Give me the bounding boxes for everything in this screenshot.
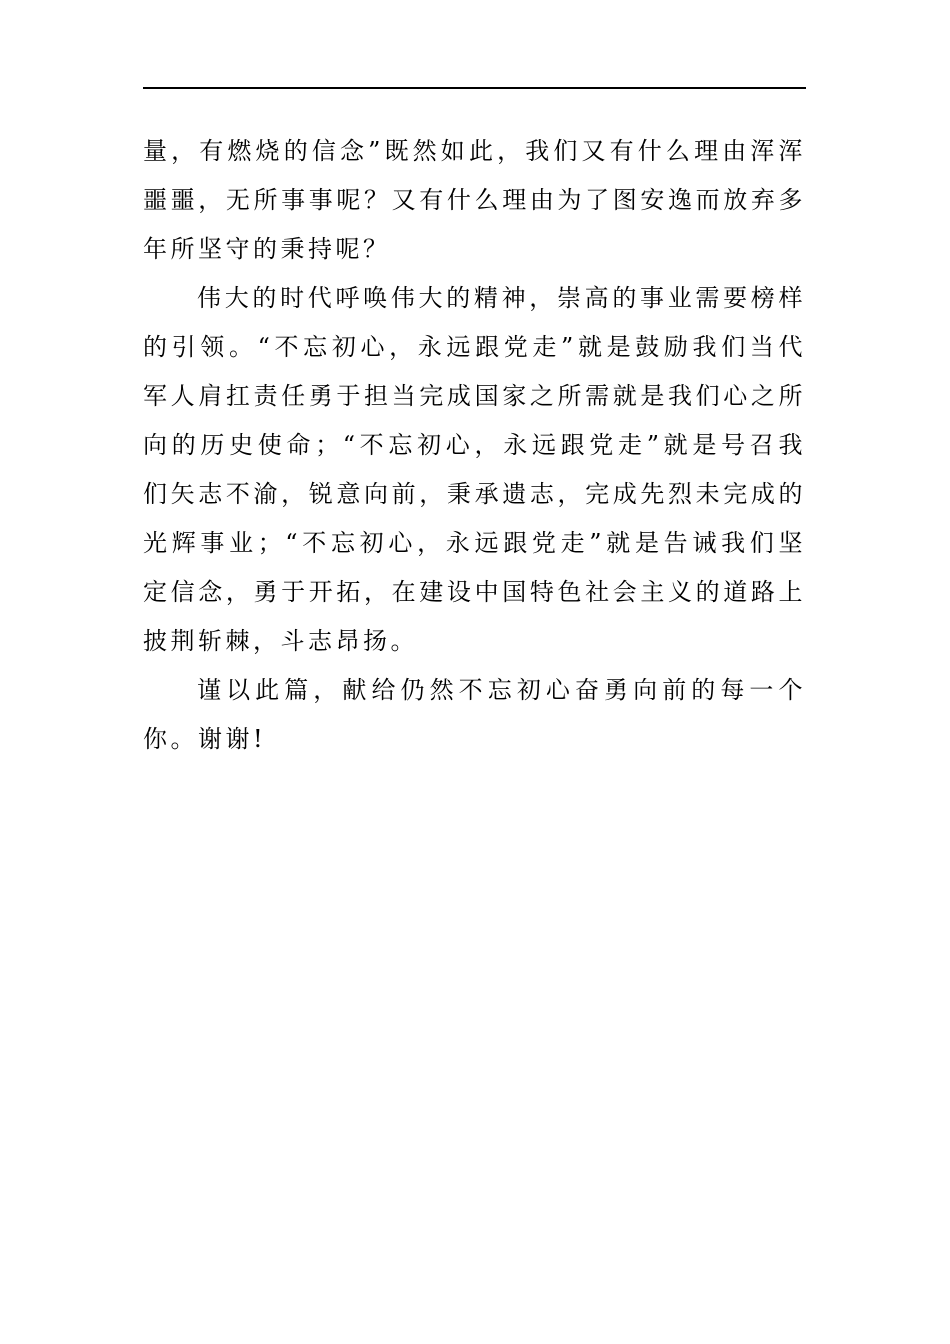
document-body	[143, 127, 806, 764]
paragraph-main: 伟大的时代呼唤伟大的精神，崇高的事业需要榜样的引领。“不忘初心，永远跟党走”就是鼓励我们当代军人肩扛责任勇于担当完成国家之所需就是我们心之所向的历史使命；“不忘初心，永远跟党走”就是号召我们矢志不渝，锐意向前，秉承遗志，完成先烈未完成的光辉事业；“不忘初心，永远跟党走”就是告诫我们坚定信念，勇于开拓，在建设中国特色社会主义的道路上披荆斩棘，斗志昂扬。	[143, 284, 806, 655]
paragraph-continuation: 量，有燃烧的信念”既然如此，我们又有什么理由浑浑噩噩，无所事事呢？又有什么理由为了图安逸而放弃多年所坚守的秉持呢？	[143, 137, 806, 263]
header-rule	[143, 87, 806, 89]
paragraph-closing: 谨以此篇，献给仍然不忘初心奋勇向前的每一个你。谢谢!	[143, 676, 806, 753]
